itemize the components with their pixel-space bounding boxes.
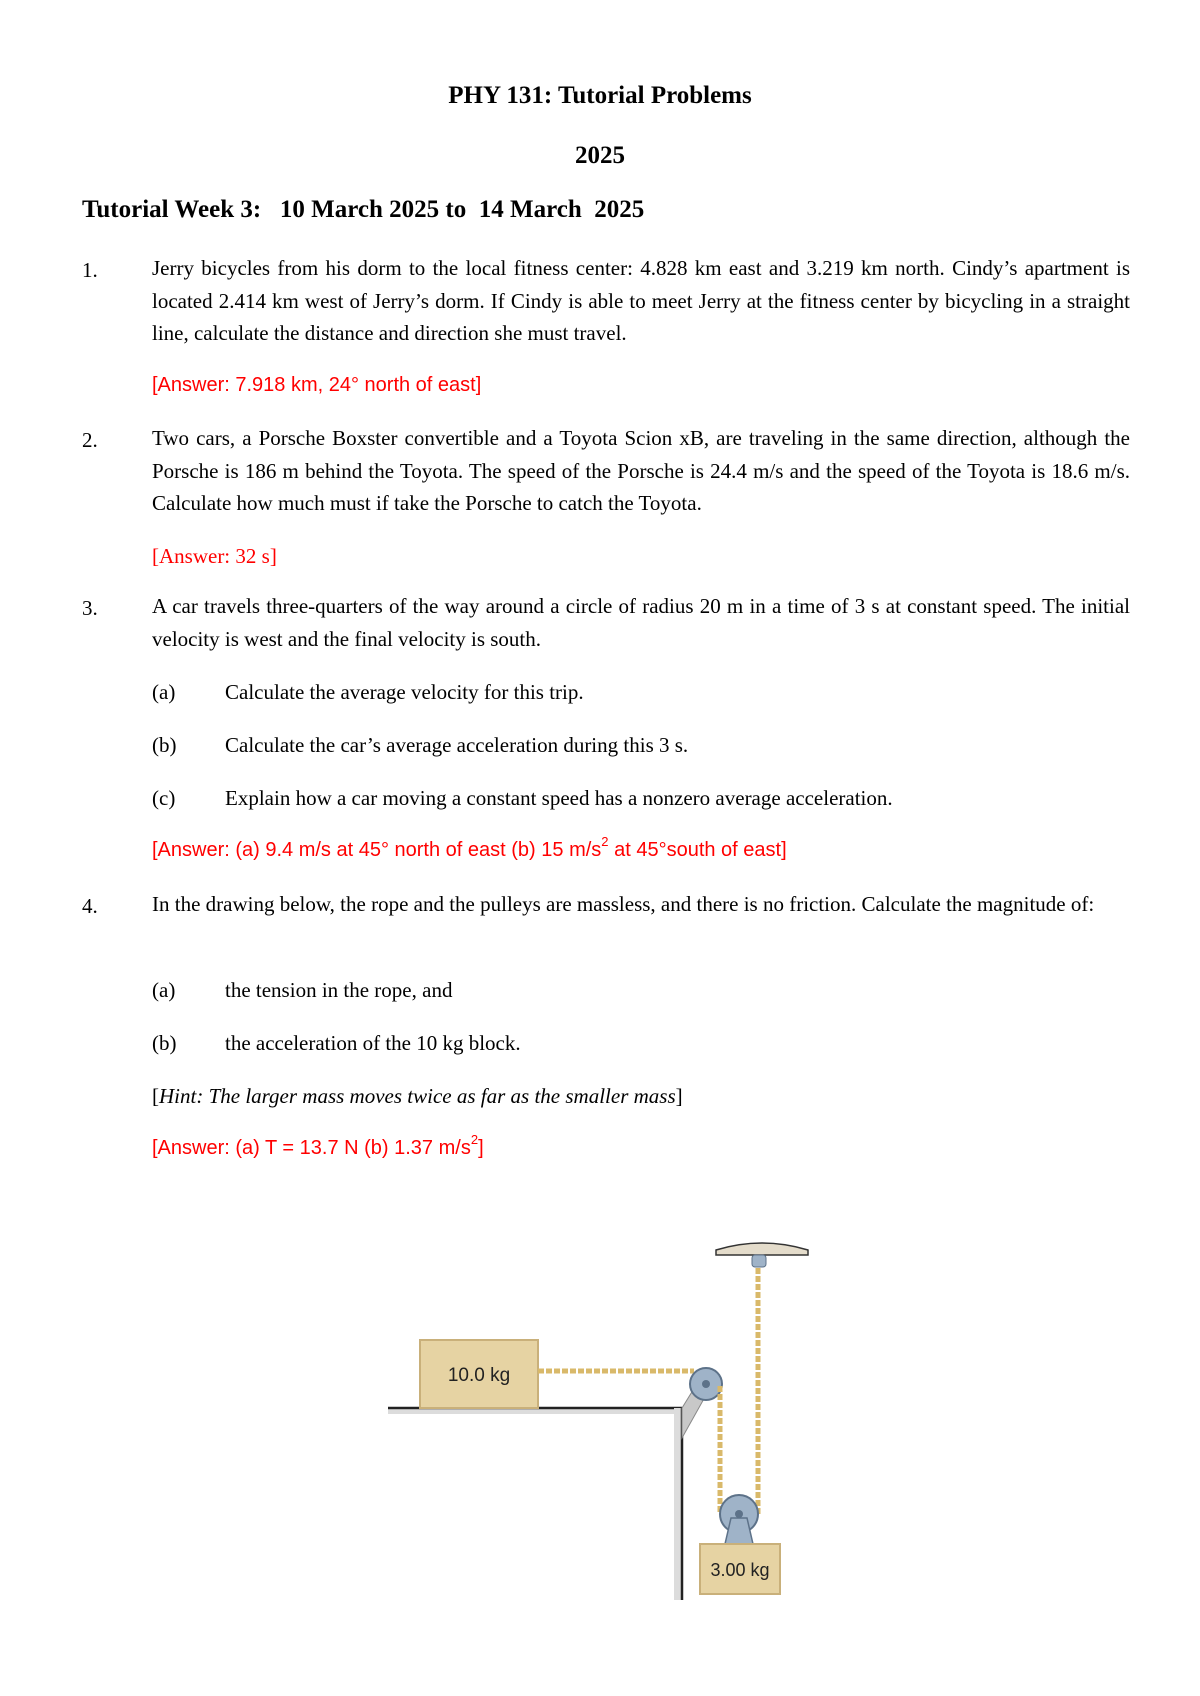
document-year: 2025 xyxy=(575,142,625,169)
problem-4-text: In the drawing below, the rope and the pulleys are massless, and there is no friction. Calculate the magnitude of: xyxy=(152,892,1095,916)
problem-4-answer xyxy=(152,1132,484,1160)
hint-open-bracket: [ xyxy=(152,1084,159,1108)
ceiling-hook xyxy=(752,1255,766,1267)
problem-4-part-b-text: the acceleration of the 10 kg block. xyxy=(225,1031,521,1055)
problem-2-text: Two cars, a Porsche Boxster convertible and a Toyota Scion xB, are traveling in the same direction, although the Porsche is 186 m behind the Toyota. The speed of the Porsche is 24.4 m/s and the speed of the Toyota is 18.6 m/s. Calculate how much must if take the Porsche to catch the Toyota. xyxy=(152,426,1130,515)
problem-1-answer: [Answer: 7.918 km, 24° north of east] xyxy=(152,374,482,396)
ceiling-mount xyxy=(716,1243,808,1255)
problem-3-answer-main: [Answer: (a) 9.4 m/s at 45° north of east (b) 15 m/s xyxy=(152,839,602,861)
problem-2-number: 2. xyxy=(82,428,98,452)
problem-4-part-b-label: (b) xyxy=(152,1031,177,1055)
problem-4-part-a-text: the tension in the rope, and xyxy=(225,978,453,1002)
problem-2-answer: [Answer: 32 s] xyxy=(152,544,277,568)
pulley-system-figure xyxy=(380,1238,830,1608)
problem-3-part-c-text: Explain how a car moving a constant speed has a nonzero average acceleration. xyxy=(225,786,893,810)
pulley-lower-axle xyxy=(735,1510,743,1518)
problem-3-answer-exponent: 2 xyxy=(601,834,609,850)
problem-4-hint xyxy=(152,1084,683,1109)
problem-3-part-b-text: Calculate the car’s average acceleration during this 3 s. xyxy=(225,733,689,757)
problem-3-answer xyxy=(152,834,787,862)
block-10kg-label: 10.0 kg xyxy=(447,1365,511,1386)
problem-4-number: 4. xyxy=(82,894,98,918)
pulley-corner-axle xyxy=(702,1380,710,1388)
block-3kg-label: 3.00 kg xyxy=(710,1560,770,1580)
hint-close-bracket: ] xyxy=(675,1084,683,1108)
problem-4-part-a-label: (a) xyxy=(152,978,176,1002)
problem-4-answer-main: [Answer: (a) T = 13.7 N (b) 1.37 m/s xyxy=(152,1137,471,1159)
problem-3-part-c-label: (c) xyxy=(152,786,176,810)
problem-4-answer-exponent: 2 xyxy=(470,1132,479,1148)
document-title: PHY 131: Tutorial Problems xyxy=(448,82,752,109)
problem-3-answer-tail: at 45°south of east] xyxy=(608,839,787,861)
problem-1-text: Jerry bicycles from his dorm to the local fitness center: 4.828 km east and 3.219 km north. Cindy’s apartment is located 2.414 km west of Jerry’s dorm. If Cindy is able to meet Jerry at the fitness center by bicycling in a straight line, calculate the distance and direction she must travel. xyxy=(152,256,1130,345)
problem-3-number: 3. xyxy=(82,596,98,620)
problem-1-number: 1. xyxy=(82,258,98,282)
problem-3-part-a-label: (a) xyxy=(152,680,176,704)
problem-3-part-b-label: (b) xyxy=(152,733,177,757)
problem-3-text: A car travels three-quarters of the way around a circle of radius 20 m in a time of 3 s at constant speed. The initial velocity is west and the final velocity is south. xyxy=(152,594,1130,651)
tutorial-week-heading: Tutorial Week 3: 10 March 2025 to 14 March 2025 xyxy=(82,196,645,223)
problem-4-answer-tail: ] xyxy=(478,1137,484,1159)
hint-text: Hint: The larger mass moves twice as far as the smaller mass xyxy=(159,1084,676,1108)
problem-3-part-a-text: Calculate the average velocity for this trip. xyxy=(225,680,584,704)
